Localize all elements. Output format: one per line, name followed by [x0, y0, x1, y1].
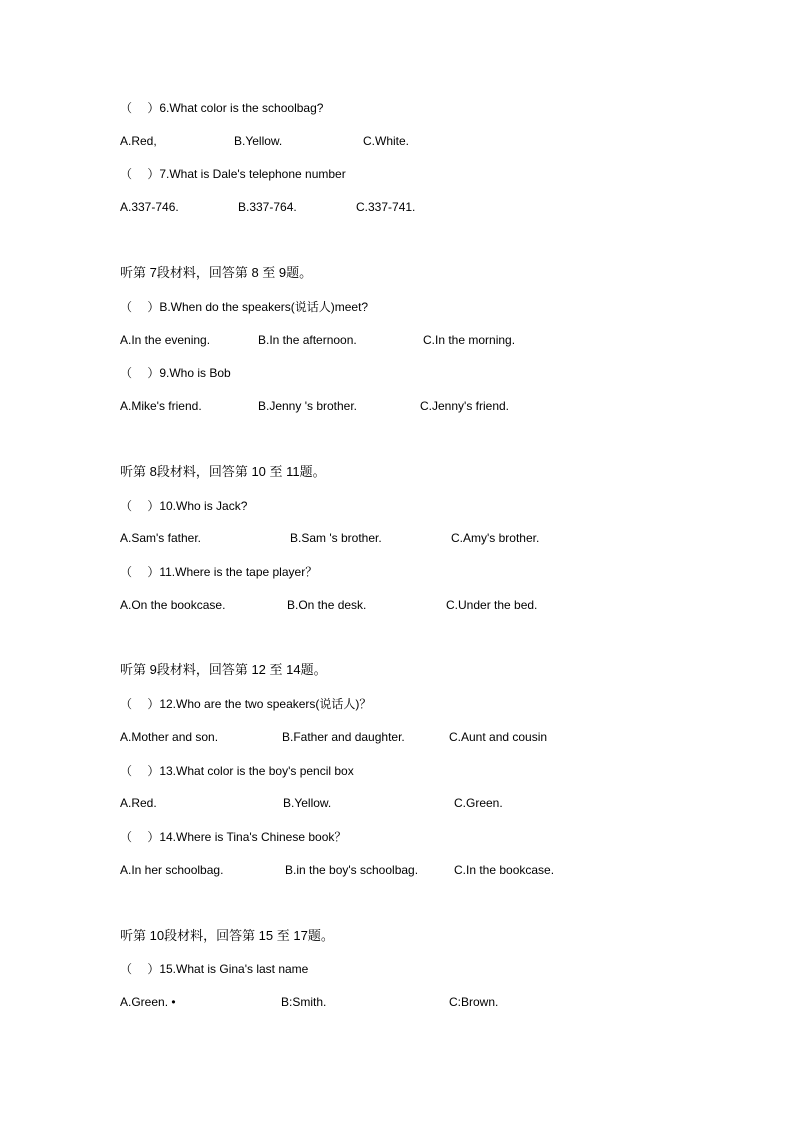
q6-option-c: C.White.: [363, 134, 410, 148]
section-7-heading: 听第 7段材料，回答第 8 至 9题。: [120, 265, 313, 280]
question-14: （ ）14.Where is Tina's Chinese book？: [120, 830, 347, 844]
q6-option-b: B.Yellow.: [234, 134, 283, 148]
q8-option-b: B.In the afternoon.: [258, 333, 357, 347]
question-15: （ ）15.What is Gina's last name: [120, 962, 309, 976]
q11-option-b: B.On the desk.: [287, 598, 367, 612]
q7-option-a: A.337-746.: [120, 200, 179, 214]
q8-option-c: C.In the morning.: [423, 333, 516, 347]
q9-option-b: B.Jenny 's brother.: [258, 399, 358, 413]
q13-option-b: B.Yellow.: [283, 796, 332, 810]
q15-option-c: C:Brown.: [449, 995, 499, 1009]
section-9-heading: 听第 9段材料，回答第 12 至 14题。: [120, 662, 327, 677]
question-12: （ ）12.Who are the two speakers(说话人)？: [120, 697, 372, 711]
q10-option-c: C.Amy's brother.: [451, 531, 540, 545]
q7-option-c: C.337-741.: [356, 200, 416, 214]
q12-option-c: C.Aunt and cousin: [449, 730, 548, 744]
q11-option-c: C.Under the bed.: [446, 598, 538, 612]
q14-option-a: A.In her schoolbag.: [120, 863, 224, 877]
q13-option-a: A.Red.: [120, 796, 157, 810]
q9-option-c: C.Jenny's friend.: [420, 399, 509, 413]
question-10: （ ）10.Who is Jack?: [120, 499, 248, 513]
q8-option-a: A.In the evening.: [120, 333, 211, 347]
q10-option-a: A.Sam's father.: [120, 531, 201, 545]
question-13: （ ）13.What color is the boy's pencil box: [120, 764, 354, 778]
q13-option-c: C.Green.: [454, 796, 503, 810]
q12-option-a: A.Mother and son.: [120, 730, 219, 744]
q15-option-a: A.Green. •: [120, 995, 176, 1009]
q14-option-b: B.in the boy's schoolbag.: [285, 863, 419, 877]
q9-option-a: A.Mike's friend.: [120, 399, 202, 413]
question-7: （ ）7.What is Dale's telephone number: [120, 167, 346, 181]
q11-option-a: A.On the bookcase.: [120, 598, 226, 612]
q12-option-b: B.Father and daughter.: [282, 730, 405, 744]
q10-option-b: B.Sam 's brother.: [290, 531, 382, 545]
section-10-heading: 听第 10段材料，回答第 15 至 17题。: [120, 928, 334, 943]
q6-option-a: A.Red,: [120, 134, 157, 148]
question-6: （ ）6.What color is the schoolbag?: [120, 101, 324, 115]
q7-option-b: B.337-764.: [238, 200, 297, 214]
question-11: （ ）11.Where is the tape player？: [120, 565, 318, 579]
q15-option-b: B:Smith.: [281, 995, 327, 1009]
q14-option-c: C.In the bookcase.: [454, 863, 555, 877]
section-8-heading: 听第 8段材料，回答第 10 至 11题。: [120, 464, 326, 479]
question-9: （ ）9.Who is Bob: [120, 366, 231, 380]
question-8: （ ）B.When do the speakers(说话人)meet?: [120, 300, 369, 314]
